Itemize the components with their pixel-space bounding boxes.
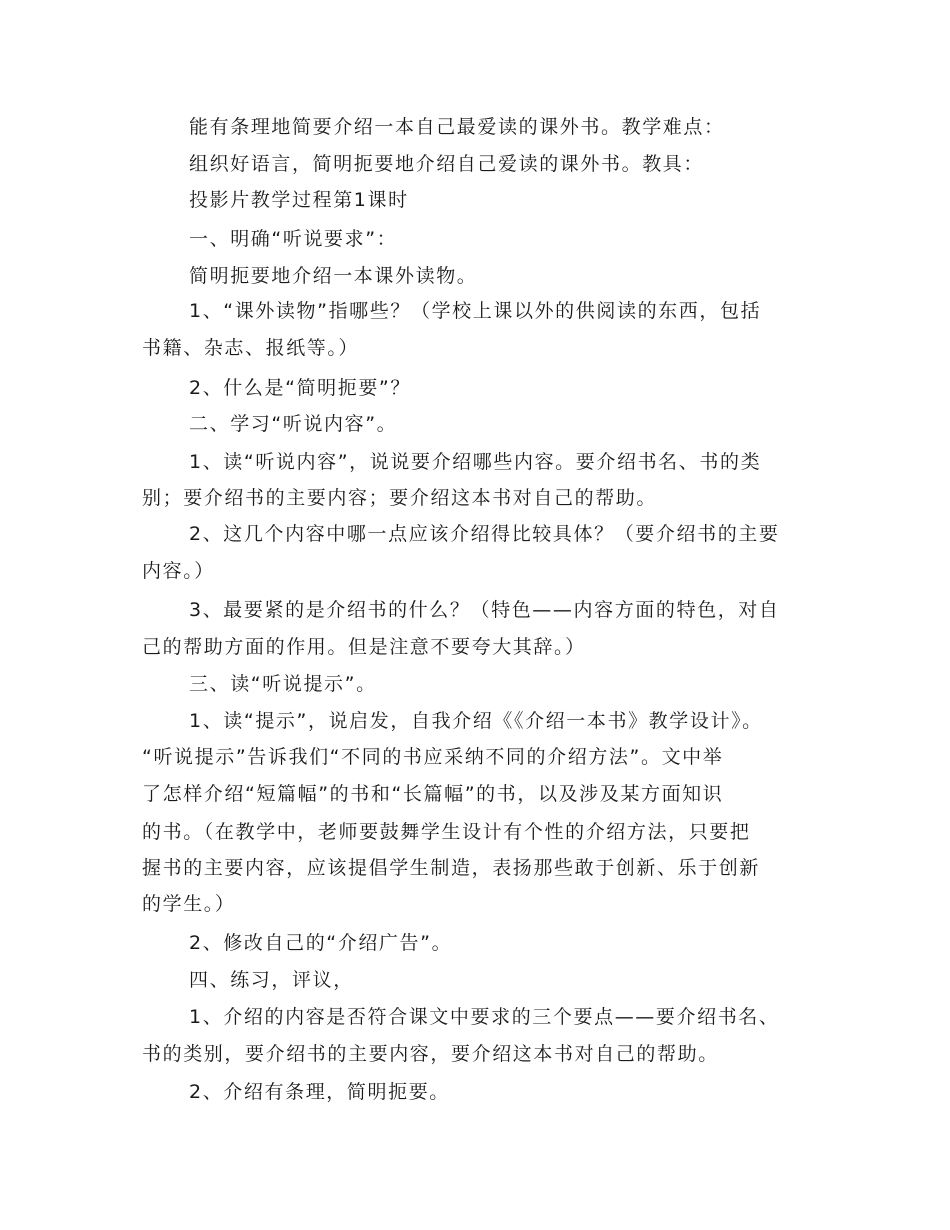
text-line: 1、读“提示”，说启发，自我介绍《《介绍一本书》教学设计》。 [189, 710, 763, 732]
text-line: 简明扼要地介绍一本课外读物。 [189, 265, 478, 287]
text-line: 能有条理地简要介绍一本自己最爱读的课外书。教学难点： [189, 116, 725, 138]
text-line: 2、什么是“简明扼要”？ [189, 377, 411, 399]
section-heading: 三、读“听说提示”。 [189, 673, 377, 695]
text-line: “听说提示”告诉我们“不同的书应采纳不同的介绍方法”。文中举 [142, 746, 724, 768]
section-heading: 二、学习“听说内容”。 [189, 413, 398, 435]
text-line: 别；要介绍书的主要内容；要介绍这本书对自己的帮助。 [142, 487, 658, 509]
section-heading: 四、练习，评议， [189, 969, 354, 991]
text-line: 内容。） [142, 560, 215, 582]
text-line: 书的类别，要介绍书的主要内容，要介绍这本书对自己的帮助。 [142, 1043, 719, 1065]
section-heading: 一、明确“听说要求”： [189, 228, 398, 250]
text-line: 的学生。） [142, 893, 236, 915]
text-line: 2、这几个内容中哪一点应该介绍得比较具体？（要介绍书的主要 [189, 523, 780, 545]
text-line: 握书的主要内容，应该提倡学生制造，表扬那些敢于创新、乐于创新 [142, 857, 761, 879]
text-line: 3、最要紧的是介绍书的什么？（特色——内容方面的特色，对自 [189, 599, 780, 621]
text-line: 了怎样介绍“短篇幅”的书和“长篇幅”的书，以及涉及某方面知识 [142, 783, 724, 805]
text-line: 组织好语言，简明扼要地介绍自己爱读的课外书。教具： [189, 153, 705, 175]
text-line: 1、“课外读物”指哪些？（学校上课以外的供阅读的东西，包括 [189, 300, 762, 322]
text-line: 书籍、杂志、报纸等。） [142, 337, 360, 359]
text-line: 投影片教学过程第1课时 [189, 189, 409, 211]
text-line: 1、介绍的内容是否符合课文中要求的三个要点——要介绍书名、 [189, 1006, 780, 1028]
text-line: 2、介绍有条理，简明扼要。 [189, 1081, 450, 1103]
text-line: 己的帮助方面的作用。但是注意不要夸大其辞。） [142, 636, 586, 658]
text-line: 2、修改自己的“介绍广告”。 [189, 932, 453, 954]
text-line: 的书。（在教学中，老师要鼓舞学生设计有个性的介绍方法，只要把 [142, 821, 751, 843]
text-line: 1、读“听说内容”，说说要介绍哪些内容。要介绍书名、书的类 [189, 451, 762, 473]
